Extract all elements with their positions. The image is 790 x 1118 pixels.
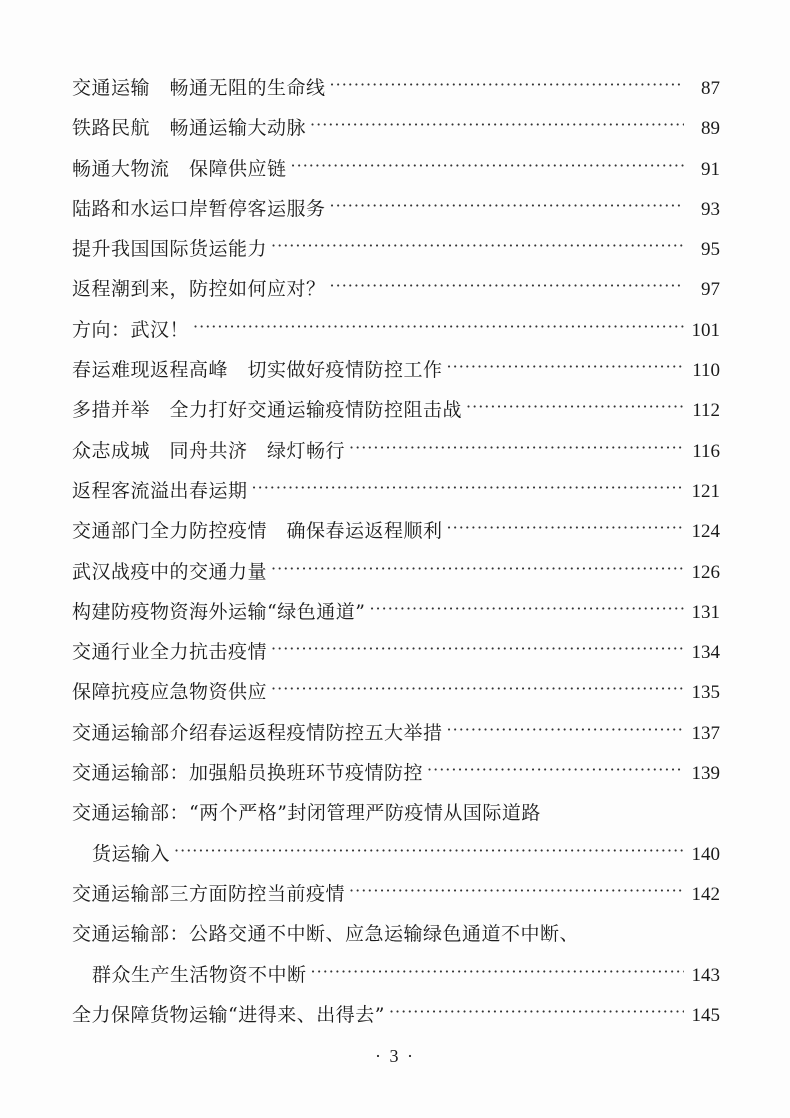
- toc-entry[interactable]: [72, 189, 720, 229]
- toc-entry-title: 返程客流溢出春运期: [72, 479, 248, 502]
- toc-entry-page: 121: [691, 480, 720, 502]
- toc-entry[interactable]: [72, 229, 720, 269]
- dot-leader: [389, 992, 684, 1032]
- toc-entry[interactable]: [72, 511, 720, 551]
- toc-entry-title: 交通行业全力抗击疫情: [72, 641, 268, 664]
- toc-entry[interactable]: [72, 390, 720, 430]
- toc-entry-page: 135: [691, 682, 720, 704]
- toc-entry[interactable]: [72, 552, 720, 592]
- dot-leader: [447, 347, 684, 387]
- dot-leader: [310, 105, 684, 145]
- toc-entry-page: 137: [691, 722, 720, 744]
- toc-entry[interactable]: [72, 672, 720, 712]
- toc-entry-page: 139: [691, 763, 720, 785]
- toc-entry-page: 142: [691, 883, 720, 905]
- toc-entry-page: 131: [691, 601, 720, 623]
- dot-leader: [369, 589, 684, 629]
- table-of-contents: [72, 68, 720, 1035]
- dot-leader: [349, 428, 684, 468]
- toc-entry[interactable]: [72, 269, 720, 309]
- toc-entry-title: 提升我国国际货运能力: [72, 238, 268, 261]
- toc-entry-page: 116: [692, 440, 720, 462]
- toc-entry-page: 101: [691, 319, 720, 341]
- toc-entry-title: 构建防疫物资海外运输“绿色通道”: [72, 600, 366, 623]
- toc-entry-title: 交通部门全力防控疫情 确保春运返程顺利: [72, 520, 443, 543]
- toc-entry-page: 89: [701, 118, 720, 140]
- dot-leader: [271, 669, 684, 709]
- toc-entry[interactable]: [72, 350, 720, 390]
- toc-entry[interactable]: [72, 68, 720, 108]
- toc-entry[interactable]: [72, 431, 720, 471]
- toc-entry-title-continued: 群众生产生活物资不中断: [92, 963, 307, 986]
- toc-entry-title: 春运难现返程高峰 切实做好疫情防控工作: [72, 359, 443, 382]
- toc-entry[interactable]: [72, 310, 720, 350]
- toc-entry-title: 交通运输部：“两个严格”封闭管理严防疫情从国际道路: [72, 802, 541, 825]
- toc-entry-continuation[interactable]: [72, 955, 720, 995]
- dot-leader: [349, 871, 684, 911]
- toc-entry[interactable]: [72, 995, 720, 1035]
- toc-entry-title: 交通运输 畅通无阻的生命线: [72, 77, 326, 99]
- toc-entry-title: 畅通大物流 保障供应链: [72, 157, 287, 180]
- dot-leader: [330, 65, 684, 105]
- toc-entry-title: 保障抗疫应急物资供应: [72, 681, 268, 704]
- toc-entry-first-line[interactable]: [72, 914, 720, 954]
- dot-leader: [447, 508, 684, 548]
- dot-leader: [447, 710, 684, 750]
- toc-entry-title: 交通运输部介绍春运返程疫情防控五大举措: [72, 721, 443, 744]
- toc-entry-page: 143: [691, 964, 720, 986]
- toc-entry-title: 陆路和水运口岸暂停客运服务: [72, 197, 326, 220]
- toc-entry[interactable]: [72, 753, 720, 793]
- toc-entry-page: 91: [701, 158, 720, 180]
- toc-entry[interactable]: [72, 592, 720, 632]
- toc-entry-page: 145: [691, 1004, 720, 1026]
- dot-leader: [271, 629, 684, 669]
- toc-entry-title: 多措并举 全力打好交通运输疫情防控阻击战: [72, 399, 463, 422]
- toc-entry-page: 97: [701, 279, 720, 301]
- dot-leader: [271, 226, 684, 266]
- dot-leader: [330, 266, 684, 306]
- toc-entry-title: 武汉战疫中的交通力量: [72, 560, 268, 583]
- dot-leader: [271, 549, 684, 589]
- dot-leader: [330, 186, 684, 226]
- dot-leader: [311, 952, 684, 992]
- toc-entry-page: 126: [691, 561, 720, 583]
- toc-entry-title-continued: 货运输入: [92, 842, 171, 865]
- toc-entry-page: 87: [701, 78, 720, 99]
- toc-entry[interactable]: [72, 471, 720, 511]
- page-number-footer: · 3 ·: [375, 1046, 415, 1066]
- toc-entry-page: 140: [691, 843, 720, 865]
- toc-entry-title: 交通运输部三方面防控当前疫情: [72, 882, 346, 905]
- toc-entry-first-line[interactable]: [72, 793, 720, 833]
- toc-entry-page: 93: [701, 198, 720, 220]
- toc-entry-title: 铁路民航 畅通运输大动脉: [72, 117, 307, 140]
- dot-leader: [174, 831, 684, 871]
- toc-entry-continuation[interactable]: [72, 834, 720, 874]
- toc-entry[interactable]: [72, 713, 720, 753]
- toc-entry[interactable]: [72, 632, 720, 672]
- dot-leader: [427, 750, 684, 790]
- toc-entry-page: 95: [701, 239, 720, 261]
- dot-leader: [252, 468, 684, 508]
- toc-entry-title: 交通运输部：加强船员换班环节疫情防控: [72, 762, 424, 785]
- dot-leader: [291, 146, 684, 186]
- toc-entry[interactable]: [72, 874, 720, 914]
- toc-entry-page: 110: [692, 360, 720, 382]
- toc-entry-title: 交通运输部：公路交通不中断、应急运输绿色通道不中断、: [72, 923, 580, 946]
- toc-entry-page: 112: [692, 400, 720, 422]
- toc-entry-title: 众志成城 同舟共济 绿灯畅行: [72, 439, 346, 462]
- toc-entry-title: 返程潮到来，防控如何应对？: [72, 278, 326, 301]
- toc-entry-page: 124: [691, 521, 720, 543]
- toc-entry-title: 全力保障货物运输“进得来、出得去”: [72, 1003, 385, 1026]
- dot-leader: [466, 387, 684, 427]
- dot-leader: [193, 307, 684, 347]
- toc-entry-page: 134: [691, 642, 720, 664]
- toc-entry[interactable]: [72, 108, 720, 148]
- toc-entry[interactable]: [72, 149, 720, 189]
- toc-entry-title: 方向：武汉！: [72, 318, 190, 341]
